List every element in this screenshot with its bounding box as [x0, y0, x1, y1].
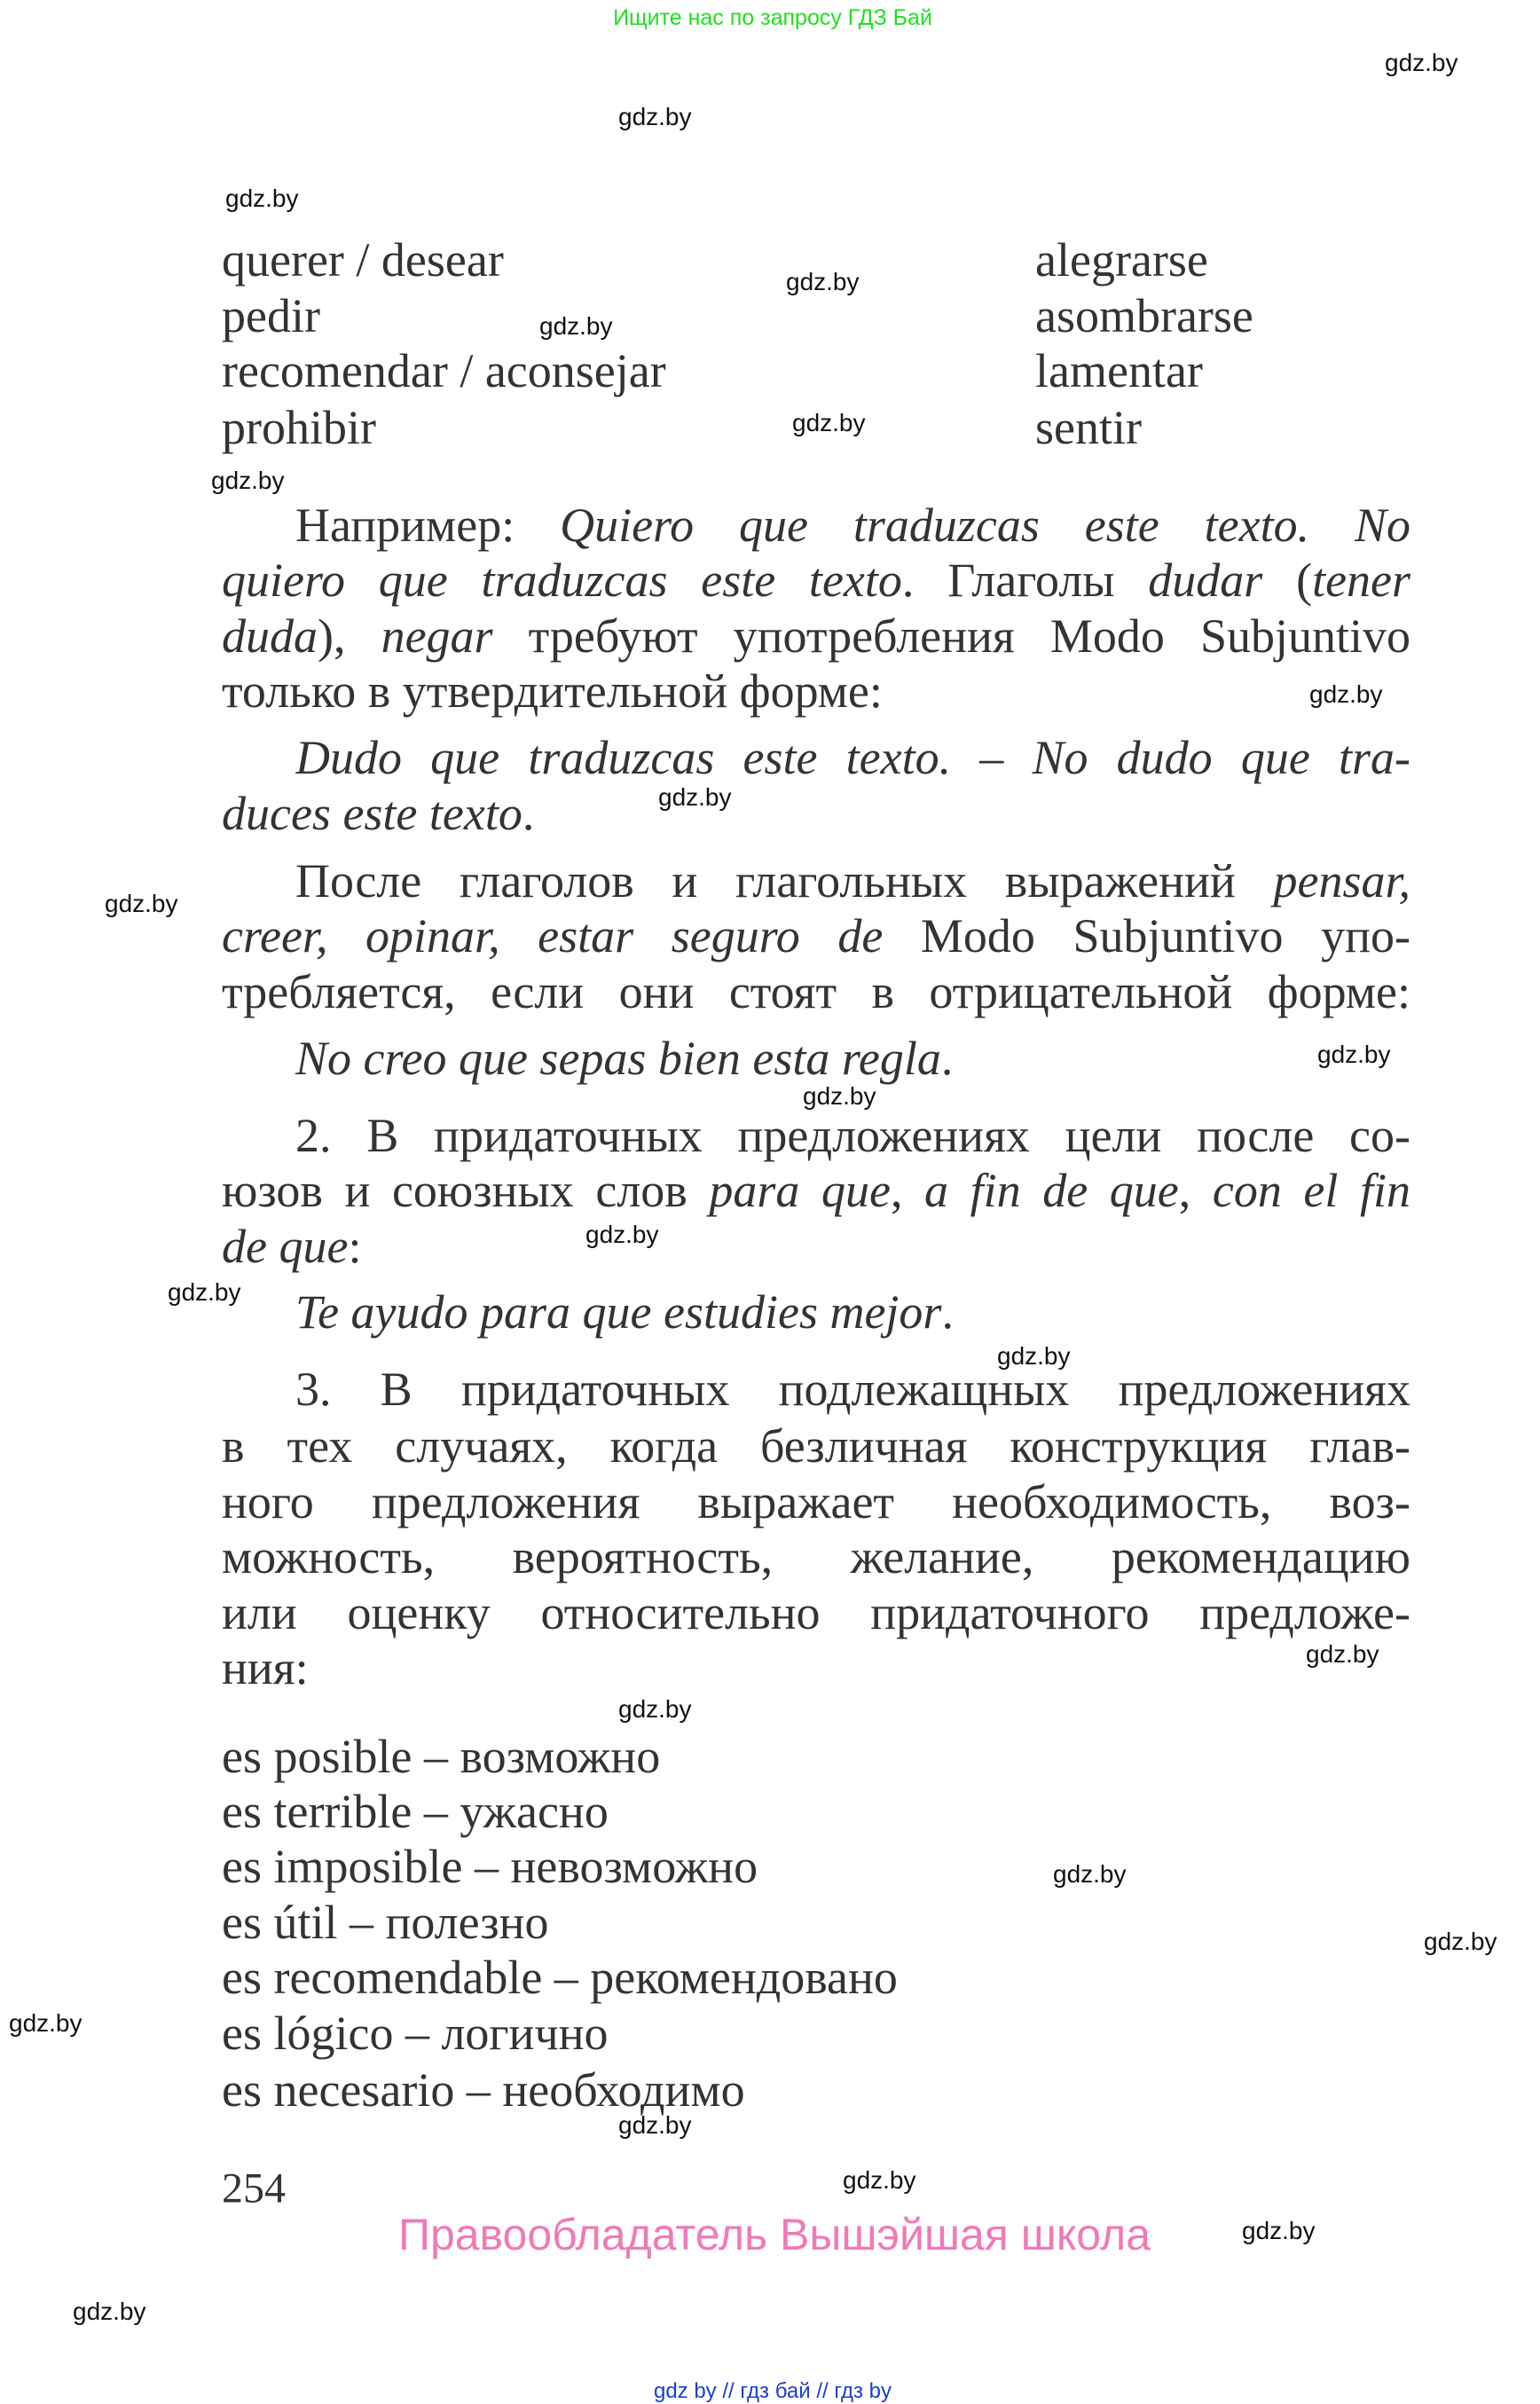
- watermark-text: gdz.by: [618, 2111, 692, 2139]
- italic-example-text: a fin de que: [924, 1164, 1179, 1217]
- body-line: [295, 1284, 1410, 1339]
- text-segment: .: [522, 787, 535, 840]
- watermark-text: gdz.by: [1242, 2217, 1316, 2244]
- italic-example-text: pensar,: [1273, 854, 1410, 907]
- watermark-text: gdz.by: [539, 312, 613, 340]
- watermark-text: gdz.by: [792, 409, 866, 436]
- watermark-text: gdz.by: [1424, 1928, 1497, 1955]
- body-line: [222, 1529, 1410, 1584]
- body-line: [222, 908, 1410, 963]
- body-line: [295, 730, 1410, 785]
- verb-left-3: prohibir: [222, 401, 376, 454]
- body-line: [222, 1474, 1410, 1529]
- text-segment: ного предложения выражает необходимость, воз-: [222, 1475, 1410, 1528]
- verb-left-1: pedir: [222, 289, 320, 342]
- body-line: [295, 1362, 1410, 1417]
- text-segment: .: [941, 1285, 954, 1339]
- watermark-text: gdz.by: [786, 268, 860, 295]
- watermark-text: gdz.by: [168, 1278, 241, 1306]
- italic-example-text: Quiero que traduzcas este texto. No: [560, 499, 1410, 552]
- italic-example-text: tener: [1312, 554, 1410, 607]
- italic-example-text: Dudo que traduzcas este texto. – No dudo que tra-: [295, 731, 1410, 784]
- body-line: [222, 1585, 1410, 1640]
- italic-example-text: de que: [222, 1220, 349, 1273]
- body-line: [222, 964, 1410, 1019]
- expression-2: es imposible – невозможно: [222, 1840, 758, 1893]
- text-segment: .: [940, 1032, 954, 1085]
- expression-4: es recomendable – рекомендовано: [222, 1951, 898, 2004]
- watermark-text: gdz.by: [997, 1342, 1071, 1370]
- body-line: [222, 1640, 1410, 1695]
- body-line: [295, 1031, 1410, 1086]
- text-segment: ),: [318, 609, 381, 663]
- watermark-text: gdz.by: [585, 1221, 659, 1248]
- verb-right-1: asombrarse: [1035, 289, 1253, 342]
- body-line: [222, 553, 1410, 608]
- text-segment: :: [348, 1220, 362, 1273]
- italic-example-text: creer, opinar, estar seguro de: [222, 909, 884, 962]
- italic-example-text: negar: [381, 609, 493, 663]
- body-line: [295, 498, 1410, 553]
- text-segment: (: [1262, 554, 1313, 607]
- body-line: [222, 1418, 1410, 1473]
- text-segment: требляется, если они стоят в отрицательной форме:: [222, 965, 1410, 1018]
- verb-left-2: recomendar / aconsejar: [222, 344, 666, 397]
- body-line: [222, 786, 1410, 841]
- text-segment: 2. В придаточных предложениях цели после со-: [295, 1109, 1410, 1162]
- italic-example-text: con el fin: [1212, 1164, 1410, 1217]
- watermark-text: gdz.by: [658, 783, 732, 811]
- text-segment: . Глаголы: [901, 554, 1149, 607]
- text-segment: только в утвердительной форме:: [222, 664, 883, 718]
- italic-example-text: No creo que sepas bien esta regla: [295, 1032, 941, 1085]
- expression-0: es posible – возможно: [222, 1730, 661, 1783]
- italic-example-text: duda: [222, 609, 318, 663]
- watermark-text: gdz.by: [105, 890, 178, 917]
- text-segment: требуют употребления Modo Subjuntivo: [492, 609, 1410, 663]
- watermark-text: gdz.by: [1317, 1041, 1391, 1068]
- verb-right-0: alegrarse: [1035, 233, 1208, 287]
- body-line: [222, 664, 1410, 719]
- italic-example-text: Te ayudo para que estudies mejor: [295, 1285, 942, 1339]
- watermark-text: gdz.by: [618, 103, 692, 130]
- expression-3: es útil – полезно: [222, 1896, 549, 1949]
- watermark-text: gdz.by: [225, 185, 299, 212]
- body-line: [222, 1163, 1410, 1218]
- italic-example-text: para que: [709, 1164, 891, 1217]
- body-line: [295, 853, 1410, 908]
- expression-6: es necesario – необходимо: [222, 2063, 745, 2117]
- verb-right-2: lamentar: [1035, 344, 1203, 397]
- verb-right-3: sentir: [1035, 401, 1142, 454]
- text-segment: юзов и союзных слов: [222, 1164, 710, 1217]
- watermark-text: gdz.by: [9, 2009, 82, 2037]
- expression-5: es lógico – логично: [222, 2007, 609, 2060]
- search-banner: Ищите нас по запросу ГДЗ Бай: [613, 5, 932, 30]
- text-segment: Например:: [295, 499, 561, 552]
- body-line: [222, 609, 1410, 664]
- watermark-text: gdz.by: [1385, 49, 1458, 76]
- text-segment: ния:: [222, 1641, 309, 1694]
- verb-left-0: querer / desear: [222, 233, 504, 287]
- expression-1: es terrible – ужасно: [222, 1785, 609, 1838]
- text-segment: в тех случаях, когда безличная конструкция глав-: [222, 1419, 1410, 1473]
- watermark-text: gdz.by: [1309, 680, 1383, 708]
- watermark-text: gdz.by: [73, 2298, 146, 2325]
- body-line: [295, 1108, 1410, 1163]
- text-segment: 3. В придаточных подлежащных предложениях: [295, 1363, 1410, 1416]
- italic-example-text: dudar: [1148, 554, 1263, 607]
- text-segment: ,: [1178, 1164, 1213, 1217]
- copyright-notice: Правообладатель Вышэйшая школа: [398, 2210, 1151, 2259]
- text-segment: можность, вероятность, желание, рекомендацию: [222, 1530, 1410, 1583]
- italic-example-text: duces este texto: [222, 787, 522, 840]
- text-segment: Modo Subjuntivo упо-: [883, 909, 1410, 962]
- italic-example-text: quiero que traduzcas este texto: [222, 554, 902, 607]
- watermark-text: gdz.by: [803, 1082, 876, 1110]
- watermark-text: gdz.by: [843, 2166, 916, 2194]
- watermark-text: gdz.by: [1306, 1640, 1379, 1668]
- text-segment: или оценку относительно придаточного предложе-: [222, 1586, 1410, 1639]
- text-segment: После глаголов и глагольных выражений: [295, 854, 1274, 907]
- footer-links[interactable]: gdz by // гдз бай // гдз by: [653, 2379, 892, 2403]
- watermark-text: gdz.by: [211, 467, 285, 494]
- page-number: 254: [222, 2164, 286, 2212]
- text-segment: ,: [890, 1164, 925, 1217]
- watermark-text: gdz.by: [1053, 1860, 1127, 1888]
- watermark-text: gdz.by: [618, 1695, 692, 1723]
- body-line: [222, 1219, 1410, 1274]
